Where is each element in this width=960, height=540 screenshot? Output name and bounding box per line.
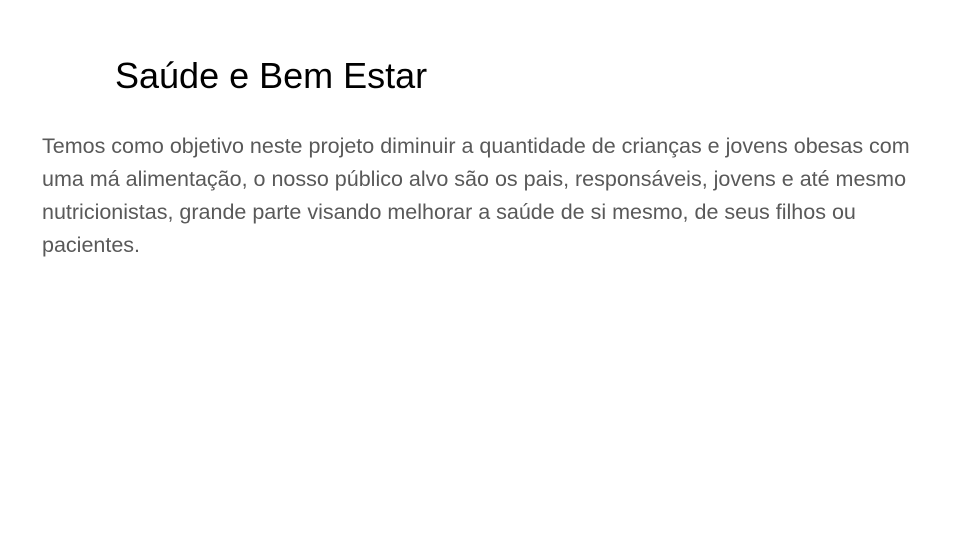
slide-body-text: Temos como objetivo neste projeto diminuir a quantidade de crianças e jovens obesas com uma má alimentação, o nosso público alvo são os pais, responsáveis, jovens e até mesmo nutricionistas, grande parte visando melhorar a saúde de si mesmo, de seus filhos ou pacientes.: [42, 134, 910, 257]
slide-title: Saúde e Bem Estar: [115, 55, 428, 96]
